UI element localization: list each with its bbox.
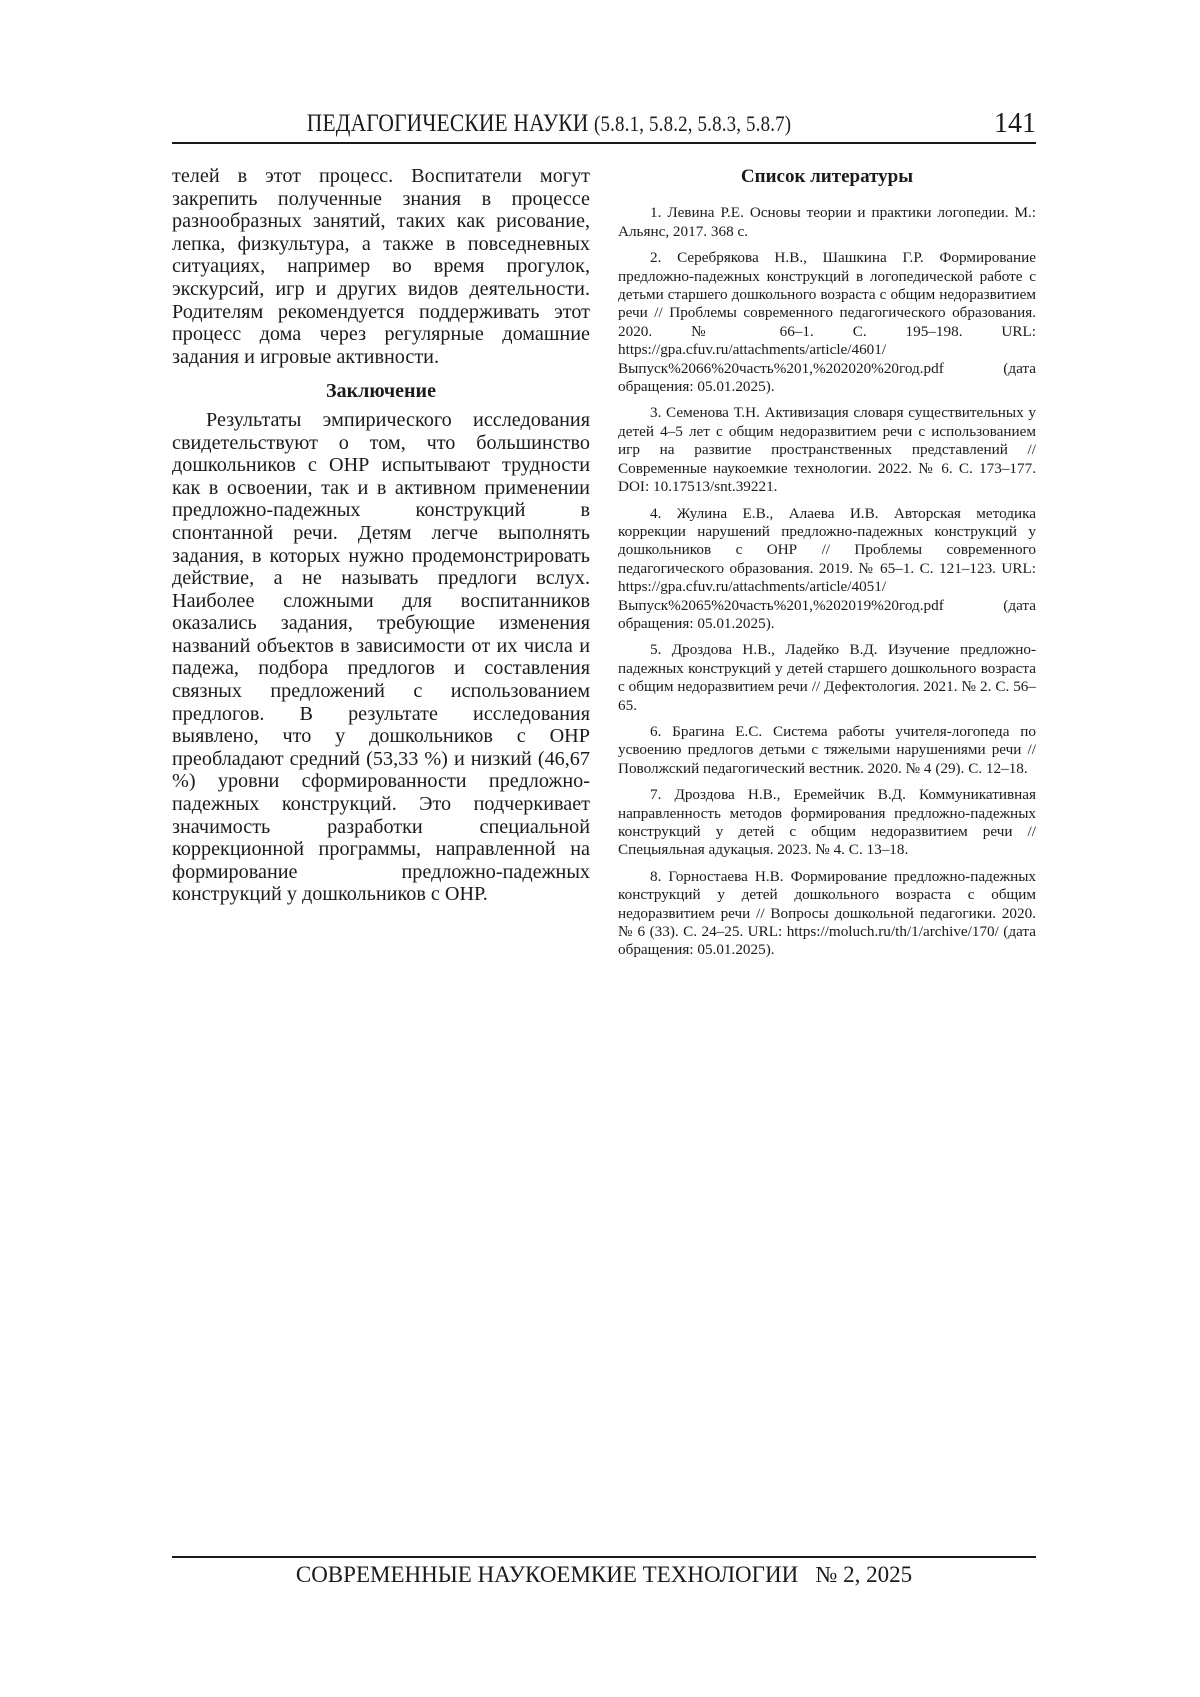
intro-paragraph: телей в этот процесс. Воспитатели могут закрепить полученные знания в процессе разнообразных занятий, таких как рисование, лепка, физкультура, а также в повседневных ситуациях, например во время прогулок, экскурсий, игр и других видов деятельности. Родителям рекомендуется поддерживать этот процесс дома через регулярные домашние задания и игровые активности. (172, 165, 590, 368)
reference-item: 5. Дроздова Н.В., Ладейко В.Д. Изучение предложно-падежных конструкций у детей старшего дошкольного возраста с общим недоразвитием речи // Дефектология. 2021. № 2. С. 56–65. (618, 641, 1036, 714)
footer-text (172, 1562, 1036, 1588)
running-footer (172, 1556, 1036, 1588)
conclusion-heading: Заключение (326, 380, 436, 403)
left-column (172, 165, 590, 906)
page-number: 141 (994, 108, 1036, 139)
reference-item: 7. Дроздова Н.В., Еремейчик В.Д. Коммуникативная направленность методов формирования предложно-падежных конструкций у детей с общим недоразвитием речи // Спецыяльная адукацыя. 2023. № 4. С. 13–18. (618, 786, 1036, 859)
journal-section-title (225, 110, 873, 138)
conclusion-paragraph: Результаты эмпирического исследования свидетельствуют о том, что большинство дошкольников с ОНР испытывают трудности как в освоении, так и в активном применении предложно-падежных конструкций в спонтанной речи. Детям легче выполнять задания, в которых нужно продемонстрировать действие, а не называть предлоги вслух. Наиболее сложными для воспитанников оказались задания, требующие изменения названий объектов в зависимости от их числа и падежа, подбора предлогов и составления связных предложений с использованием предлогов. В результате исследования выявлено, что у дошкольников с ОНР преобладают средний (53,33 %) и низкий (46,67 %) уровни сформированности предложно-падежных конструкций. Это подчеркивает значимость разработки специальной коррекционной программы, направленной на формирование предложно-падежных конструкций у дошкольников с ОНР. (172, 408, 590, 906)
reference-item: 6. Брагина Е.С. Система работы учителя-логопеда по усвоению предлогов детьми с тяжелыми нарушениями речи // Поволжский педагогический вестник. 2020. № 4 (29). С. 12–18. (618, 722, 1036, 777)
references-column (618, 168, 1036, 968)
reference-item: 3. Семенова Т.Н. Активизация словаря существительных у детей 4–5 лет с общим недоразвитием речи с использованием игр на развитие пространственных представлений // Современные наукоемкие технологии. 2022. № 6. С. 173–177. DOI: 10.17513/snt.39221. (618, 404, 1036, 496)
section-codes: (5.8.1, 5.8.2, 5.8.3, 5.8.7) (594, 111, 792, 136)
running-header (172, 108, 1036, 144)
footer-issue: № 2, 2025 (815, 1562, 913, 1587)
references-heading: Список литературы (740, 166, 914, 187)
section-name: ПЕДАГОГИЧЕСКИЕ НАУКИ (306, 110, 589, 137)
reference-item: 2. Серебрякова Н.В., Шашкина Г.Р. Формирование предложно-падежных конструкций в логопедической работе с детьми старшего дошкольного возраста с общим недоразвитием речи // Проблемы современного педагогического образования. 2020. № 66–1. С. 195–198. URL: https://gpa.cfuv.ru/attachments/article/4601/Выпуск%2066%20часть%201,%202020%20год.pdf (дата обращения: 05.01.2025). (618, 249, 1036, 396)
footer-journal: СОВРЕМЕННЫЕ НАУКОЕМКИЕ ТЕХНОЛОГИИ (295, 1562, 799, 1587)
reference-item: 1. Левина Р.Е. Основы теории и практики логопедии. М.: Альянс, 2017. 368 с. (618, 204, 1036, 240)
reference-item: 8. Горностаева Н.В. Формирование предложно-падежных конструкций у детей дошкольного возраста с общим недоразвитием речи // Вопросы дошкольной педагогики. 2020. № 6 (33). С. 24–25. URL: https://moluch.ru/th/1/archive/170/ (дата обращения: 05.01.2025). (618, 867, 1036, 959)
reference-item: 4. Жулина Е.В., Алаева И.В. Авторская методика коррекции нарушений предложно-падежных конструкций у дошкольников с ОНР // Проблемы современного педагогического образования. 2019. № 65–1. С. 121–123. URL: https://gpa.cfuv.ru/attachments/article/4051/Выпуск%2065%20часть%201,%202019%20год.pdf (дата обращения: 05.01.2025). (618, 504, 1036, 632)
